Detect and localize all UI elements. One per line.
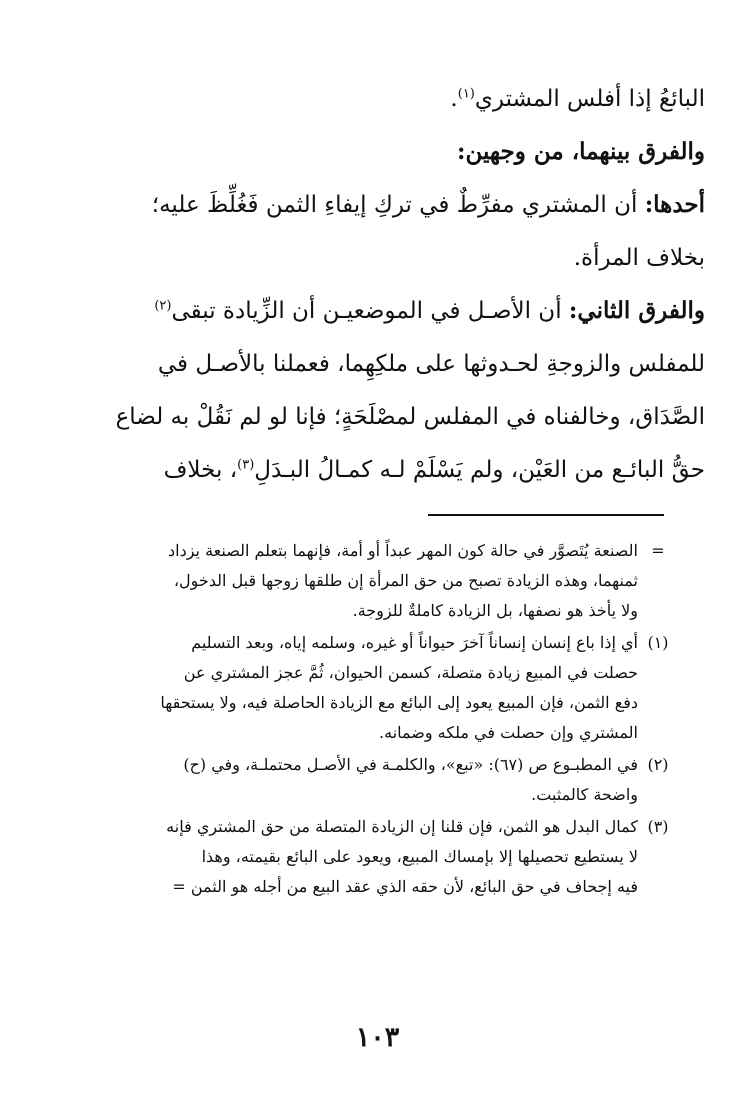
footnote-line: حصلت في المبيع زيادة متصلة، كسمن الحيوان، ثُمَّ عجز المشتري عن — [183, 663, 638, 682]
footnote-line: ولا يأخذ هو نصفها، بل الزيادة كاملةٌ للزوجة. — [352, 601, 638, 620]
footnote-ref-2: (٢) — [154, 298, 172, 314]
footnote-line: واضحة كالمثبت. — [531, 785, 638, 804]
footnote-line: في المطبـوع ص (٦٧): «تبع»، والكلمـة في الأصـل محتملـة، وفي (ح) — [183, 755, 638, 774]
footnote-ref-3: (٣) — [237, 457, 255, 473]
footnote-mark: = — [651, 541, 665, 560]
footnote-line: المشتري وإن حصلت في ملكه وضمانه. — [379, 723, 638, 742]
footnote-body — [52, 750, 638, 810]
footnote-2 — [52, 750, 678, 810]
footnote-body — [52, 536, 638, 626]
text-segment: ، بخلاف — [163, 457, 238, 483]
footnote-line: ثمنهما، وهذه الزيادة تصبح من حق المرأة إن طلقها زوجها قبل الدخول، — [173, 571, 638, 590]
text-segment: البائعُ إذا أفلس المشتري — [474, 86, 705, 112]
footnote-line: كمال البدل هو الثمن، فإن قلنا إن الزيادة المتصلة من حق المشتري فإنه — [166, 817, 638, 836]
text-line-3 — [60, 190, 705, 220]
text-line-6: للمفلس والزوجةِ لحـدوثها على ملكِهِما، فعملنا بالأصـل في — [157, 351, 705, 377]
page-number: ١٠٣ — [355, 1022, 400, 1053]
footnote-body — [52, 812, 638, 902]
footnote-line: لا يستطيع تحصيلها إلا بإمساك المبيع، ويعود على البائع بقيمته، وهذا — [201, 847, 638, 866]
footnote-mark: (٣) — [647, 817, 669, 836]
section-heading: والفرق الثاني: — [568, 297, 705, 324]
footnote-divider — [428, 514, 664, 516]
text-line-4: بخلاف المرأة. — [573, 245, 705, 271]
text-line-1 — [60, 84, 705, 114]
section-heading: أحدها: — [644, 191, 705, 218]
footnote-mark: (٢) — [647, 755, 669, 774]
text-segment: . — [450, 86, 458, 112]
footnote-ref-1: (١) — [457, 86, 475, 102]
footnote-line: الصنعة يُتَصوَّر في حالة كون المهر عبداً أو أمة، فإنهما بتعلم الصنعة يزداد — [168, 541, 638, 560]
footnotes — [52, 536, 678, 904]
text-line-5 — [60, 296, 705, 326]
text-segment: أن المشتري مفرِّطٌ في تركِ إيفاءِ الثمن فَغُلِّظَ عليه؛ — [151, 192, 638, 218]
text-line-7: الصَّدَاق، وخالفناه في المفلس لمصْلَحَةٍ؛ فإنا لو لم نَقُلْ به لضاع — [115, 404, 705, 430]
main-text — [60, 84, 705, 508]
text-line-8 — [60, 455, 705, 485]
text-line-2: والفرق بينهما، من وجهين: — [456, 138, 705, 165]
footnote-continuation — [52, 536, 678, 626]
footnote-line: فيه إجحاف في حق البائع، لأن حقه الذي عقد البيع من أجله هو الثمن = — [172, 877, 638, 896]
text-segment: حقُّ البائـع من العَيْن، ولم يَسْلَمْ لـه كمـالُ البـدَلِ — [254, 457, 705, 483]
text-segment: أن الأصـل في الموضعيـن أن الزِّيادة تبقى — [171, 298, 562, 324]
footnote-body — [52, 628, 638, 748]
footnote-line: دفع الثمن، فإن المبيع يعود إلى البائع مع الزيادة الحاصلة فيه، ولا يستحقها — [160, 693, 638, 712]
footnote-mark: (١) — [647, 633, 669, 652]
footnote-3 — [52, 812, 678, 902]
footnote-line: أي إذا باع إنسان إنساناً آخرَ حيواناً أو غيره، وسلمه إياه، وبعد التسليم — [191, 633, 638, 652]
footnote-1 — [52, 628, 678, 748]
